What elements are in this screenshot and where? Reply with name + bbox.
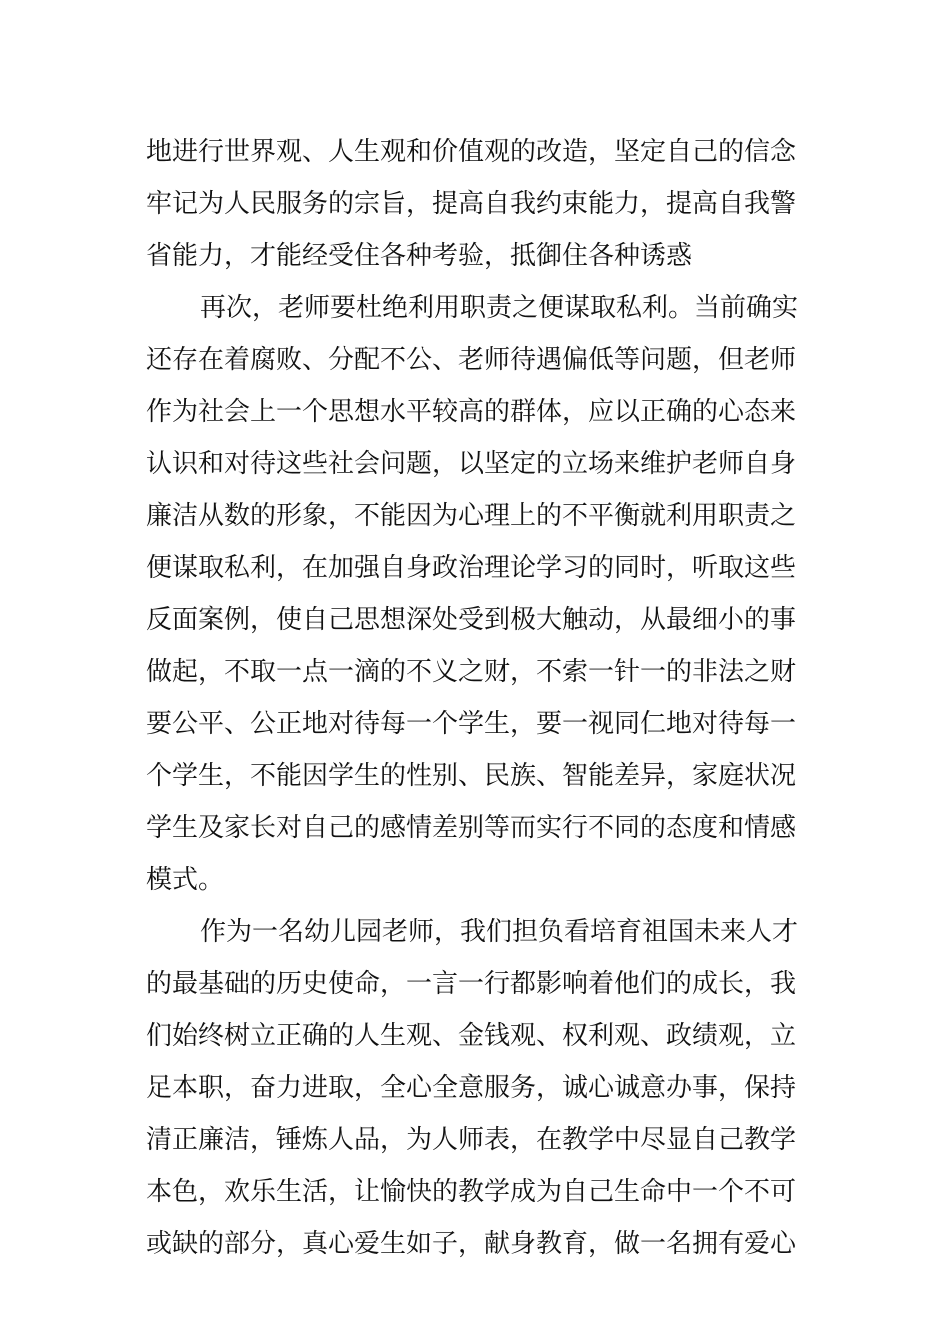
text-line: 省能力，才能经受住各种考验，抵御住各种诱惑 [146, 241, 693, 271]
text-line: 作为社会上一个思想水平较高的群体，应以正确的心态来 [146, 397, 797, 427]
text-line: 做起，不取一点一滴的不义之财，不索一针一的非法之财 [146, 657, 797, 687]
text-line: 还存在着腐败、分配不公、老师待遇偏低等问题，但老师 [146, 345, 797, 375]
text-line: 或缺的部分，真心爱生如子，献身教育，做一名拥有爱心 [146, 1229, 797, 1259]
text-line: 要公平、公正地对待每一个学生，要一视同仁地对待每一 [146, 709, 797, 739]
text-line: 廉洁从数的形象，不能因为心理上的不平衡就利用职责之 [146, 501, 797, 531]
text-line: 牢记为人民服务的宗旨，提高自我约束能力，提高自我警 [146, 189, 797, 219]
text-line: 学生及家长对自己的感情差别等而实行不同的态度和情感 [146, 813, 797, 843]
text-line: 个学生，不能因学生的性别、民族、智能差异，家庭状况 [146, 761, 797, 791]
text-line: 便谋取私利，在加强自身政治理论学习的同时，听取这些 [146, 553, 797, 583]
text-line: 反面案例，使自己思想深处受到极大触动，从最细小的事 [146, 605, 797, 635]
body-text [146, 126, 826, 1270]
text-line: 本色，欢乐生活，让愉快的教学成为自己生命中一个不可 [146, 1177, 797, 1207]
text-line: 地进行世界观、人生观和价值观的改造，坚定自己的信念 [146, 137, 797, 167]
text-line: 模式。 [146, 865, 225, 895]
paragraph-start-line: 再次，老师要杜绝利用职责之便谋取私利。当前确实 [200, 293, 799, 323]
paragraph-start-line: 作为一名幼儿园老师，我们担负看培育祖国未来人才 [200, 917, 799, 947]
text-line: 的最基础的历史使命，一言一行都影响着他们的成长，我 [146, 969, 797, 999]
text-line: 足本职，奋力进取，全心全意服务，诚心诚意办事，保持 [146, 1073, 797, 1103]
text-line: 认识和对待这些社会问题，以坚定的立场来维护老师自身 [146, 449, 797, 479]
text-line: 们始终树立正确的人生观、金钱观、权利观、政绩观，立 [146, 1021, 797, 1051]
text-line: 清正廉洁，锤炼人品，为人师表，在教学中尽显自己教学 [146, 1125, 797, 1155]
